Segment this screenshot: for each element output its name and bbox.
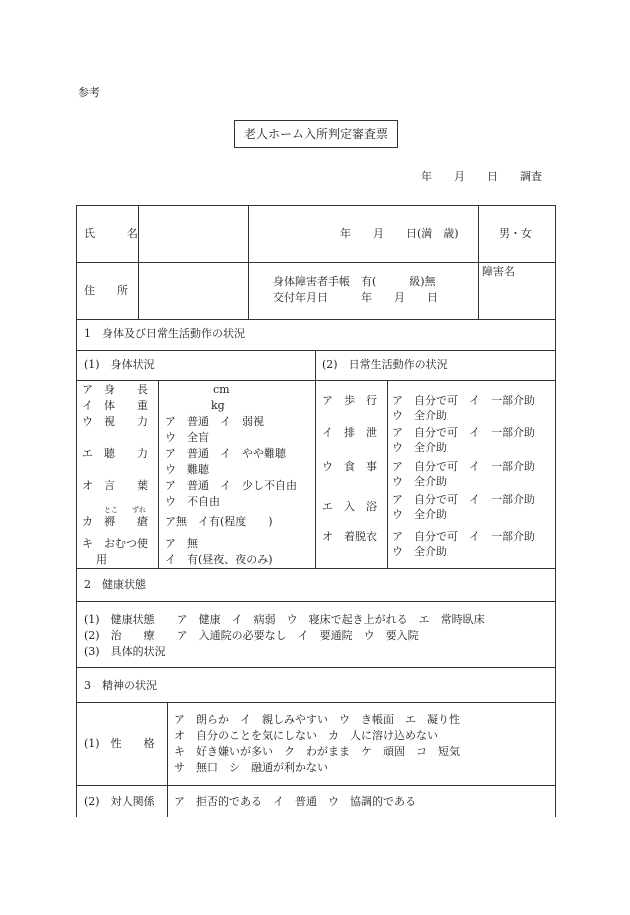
bedsore-ruby: とこ ずれ [104,506,146,514]
handbook-line: 身体障害者手帳 有( 級)無 [273,275,436,288]
health-status-line: (1) 健康状態 ア 健康 イ 病弱 ウ 寝床で起き上がれる エ 常時臥床 [84,613,485,626]
body-status-header: (1) 身体状況 [84,358,155,371]
vision-label: ウ 視 力 [82,415,148,428]
row-line [76,702,556,703]
name-label: 氏 名 [84,227,142,240]
section1-title: 1 身体及び日常生活動作の状況 [84,327,245,340]
relations-label: (2) 対人関係 [84,795,155,808]
bathing-option: ア 自分で可 イ 一部介助 [392,493,535,506]
row-line [76,262,556,263]
excretion-option: ウ 全介助 [392,441,447,454]
walking-option: ア 自分で可 イ 一部介助 [392,394,535,407]
speech-label: オ 言 葉 [82,479,148,492]
table-left-border [76,205,77,817]
bedsore-label: カ 褥 瘡 [82,515,148,528]
relations-option: ア 拒否的である イ 普通 ウ 協調的である [174,795,416,808]
walking-label: ア 歩 行 [322,394,377,407]
bathing-label: エ 入 浴 [322,500,377,513]
birthdate-age: 年 月 日(満 歳) [340,227,459,240]
row-line [76,785,556,786]
vision-option: ア 普通 イ 弱視 [165,415,264,428]
excretion-label: イ 排 泄 [322,426,377,439]
diaper-option: イ 有(昼夜、夜のみ) [165,553,273,566]
diaper-option: ア 無 [165,537,198,550]
diaper-label: キ おむつ使 [82,537,148,550]
weight-unit: kg [211,399,225,412]
col-line [315,350,316,568]
diaper-label-cont: 用 [96,553,107,566]
excretion-option: ア 自分で可 イ 一部介助 [392,426,535,439]
personality-option: キ 好き嫌いが多い ク わがまま ケ 頑固 コ 短気 [174,745,460,758]
personality-option: オ 自分のことを気にしない カ 人に溶け込めない [174,729,438,742]
height-unit: cm [213,383,230,396]
row-line [76,601,556,602]
col-line [478,205,479,319]
page-title: 老人ホーム入所判定審査票 [243,127,388,141]
col-line [158,380,159,568]
specific-condition-line: (3) 具体的状況 [84,645,166,658]
hearing-option: ア 普通 イ やや難聴 [165,447,286,460]
eating-option: ウ 全介助 [392,475,447,488]
adl-header: (2) 日常生活動作の状況 [322,358,448,371]
personality-label: (1) 性 格 [84,737,155,750]
dressing-label: オ 着脱衣 [322,530,377,543]
col-line [248,205,249,319]
bathing-option: ウ 全介助 [392,508,447,521]
row-line [76,205,556,206]
section2-title: 2 健康状態 [84,578,146,591]
disability-name-label: 障害名 [482,265,515,278]
weight-label: イ 体 重 [82,399,148,412]
dressing-option: ウ 全介助 [392,545,447,558]
address-label: 住 所 [84,284,128,297]
handbook-issue-date: 交付年月日 年 月 日 [273,291,438,304]
row-line [76,350,556,351]
hearing-option: ウ 難聴 [165,463,209,476]
col-line [167,702,168,817]
hearing-label: エ 聴 力 [82,447,148,460]
eating-label: ウ 食 事 [322,460,377,473]
speech-option: ウ 不自由 [165,495,220,508]
personality-option: ア 朗らか イ 親しみやすい ウ き帳面 エ 凝り性 [174,713,460,726]
row-line [76,667,556,668]
sex-field: 男・女 [499,227,532,240]
col-line [138,205,139,319]
dressing-option: ア 自分で可 イ 一部介助 [392,530,535,543]
survey-date: 年 月 日 調査 [421,170,542,183]
speech-option: ア 普通 イ 少し不自由 [165,479,297,492]
col-line [387,380,388,568]
row-line [76,380,556,381]
row-line [76,568,556,569]
section3-title: 3 精神の状況 [84,679,157,692]
walking-option: ウ 全介助 [392,409,447,422]
bedsore-option: ア無 イ有(程度 ) [165,515,273,528]
table-right-border [555,205,556,817]
reference-label: 参考 [78,86,100,99]
row-line [76,319,556,320]
vision-option: ウ 全盲 [165,431,209,444]
eating-option: ア 自分で可 イ 一部介助 [392,460,535,473]
personality-option: サ 無口 シ 融通が利かない [174,761,328,774]
treatment-line: (2) 治 療 ア 入通院の必要なし イ 要通院 ウ 要入院 [84,629,419,642]
height-label: ア 身 長 [82,383,148,396]
